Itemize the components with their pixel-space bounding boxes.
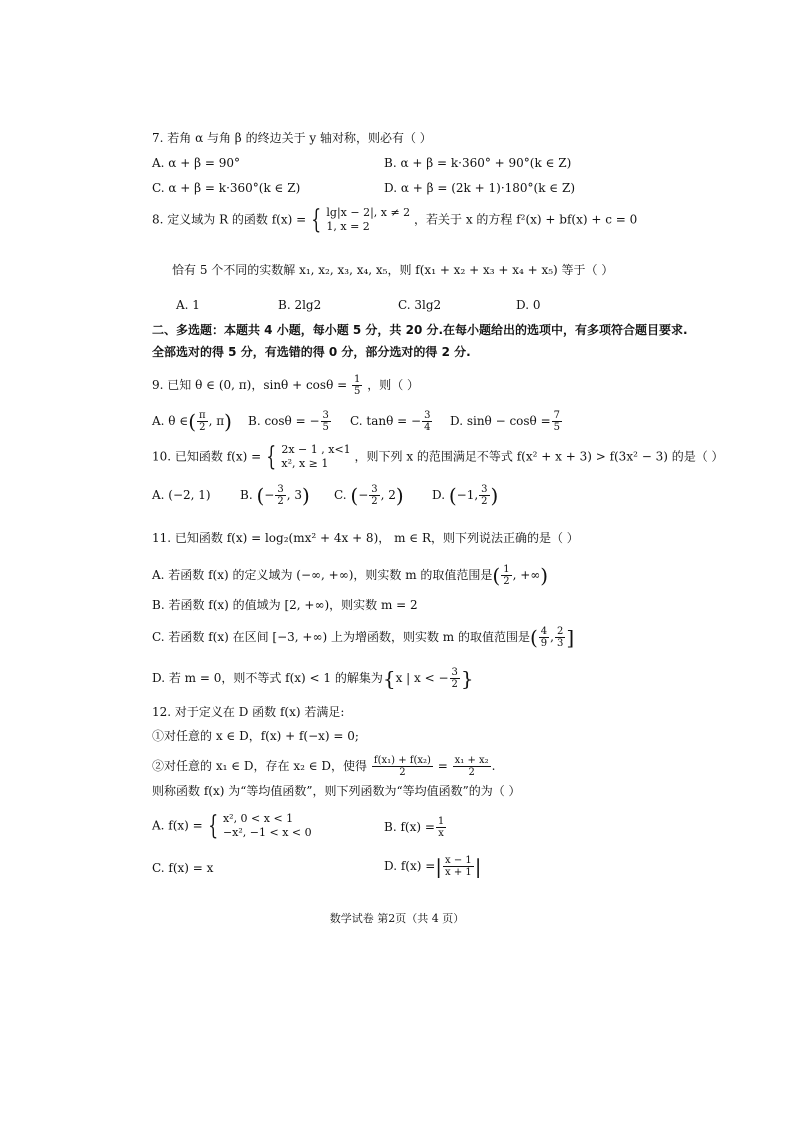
q9-option-a: A. θ ∈( $\frac{\pi}{2}$ , π)	[152, 409, 232, 434]
q8-option-a: A. 1	[176, 298, 200, 312]
q11-option-a: A. 若函数 f(x) 的定义域为 (−∞, +∞)，则实数 m 的取值范围是( $\frac{1}{2}$ , +∞)	[152, 563, 549, 588]
q12-stem: 12. 对于定义在 D 函数 f(x) 若满足:	[152, 705, 345, 719]
q10-brace: {	[266, 442, 277, 472]
q7-option-c: C. α + β = k·360°(k ∈ Z)	[152, 181, 301, 195]
q9-option-b: B. cosθ = − $\frac{3}{5}$	[248, 410, 329, 433]
q9-stem-fraction: $\frac{1}{5}$	[354, 374, 361, 397]
q7-option-d: D. α + β = (2k + 1)·180°(k ∈ Z)	[384, 181, 576, 195]
q10-lead: 10. 已知函数 f(x) =	[152, 449, 262, 464]
q12-option-b: B. f(x) = $\frac{1}{x}$	[384, 816, 445, 839]
q7-option-a: A. α + β = 90°	[152, 156, 240, 170]
q9-option-c: C. tanθ = − $\frac{3}{4}$	[350, 410, 431, 433]
q11-stem: 11. 已知函数 f(x) = log₂(mx² + 4x + 8)， m ∈ R，则下列说法正确的是（ ）	[152, 531, 579, 545]
q12-condition-1: ①对任意的 x ∈ D，f(x) + f(−x) = 0;	[152, 729, 359, 743]
section2-line2: 全部选对的得 5 分，有选错的得 0 分，部分选对的得 2 分.	[152, 345, 471, 359]
q7-stem: 7. 若角 α 与角 β 的终边关于 y 轴对称，则必有（ ）	[152, 131, 432, 145]
section2-line1: 二、多选题：本题共 4 小题，每小题 5 分，共 20 分.在每小题给出的选项中，有多项符合题目要求.	[152, 323, 688, 337]
q8-case2: 1, x = 2	[326, 220, 370, 233]
q8-piecewise	[326, 206, 410, 234]
q8-case1: lg|x − 2|, x ≠ 2	[326, 206, 411, 219]
q10-stem	[152, 443, 724, 471]
q8-option-b: B. 2lg2	[278, 298, 322, 312]
q11-option-c: C. 若函数 f(x) 在区间 [−3, +∞) 上为增函数，则实数 m 的取值范围是( $\frac{4}{9}$ , $\frac{2}{3}$ ]	[152, 625, 575, 650]
q9-stem-text: 9. 已知 θ ∈ (0, π)，sinθ + cosθ =	[152, 378, 348, 392]
q12-conclusion: 则称函数 f(x) 为“等均值函数”，则下列函数为“等均值函数”的为（ ）	[152, 784, 521, 798]
q12-option-d: D. f(x) =| $\frac{x - 1}{x + 1}$ |	[384, 854, 482, 879]
page-footer: 数学试卷 第2页（共 4 页）	[329, 912, 465, 925]
q8-tail: ，若关于 x 的方程 f²(x) + bf(x) + c = 0	[414, 212, 638, 227]
q10-option-a: A. (−2, 1)	[152, 488, 211, 502]
q8-option-d: D. 0	[516, 298, 541, 312]
q12-option-a: A. f(x) = { x², 0 < x < 1 −x², −1 < x < 0	[152, 811, 312, 841]
q10-option-c: C. (− $\frac{3}{2}$ , 2)	[334, 483, 404, 508]
q9-stem-tail: ，则（ ）	[367, 378, 420, 392]
q10-piecewise: 2x − 1 , x<1 x², x ≥ 1	[281, 443, 351, 470]
q11-option-b: B. 若函数 f(x) 的值域为 [2, +∞)，则实数 m = 2	[152, 598, 418, 612]
q8-line2: 恰有 5 个不同的实数解 x₁, x₂, x₃, x₄, x₅，则 f(x₁ + x₂ + x₃ + x₄ + x₅) 等于（ ）	[172, 263, 614, 277]
q10-tail: ，则下列 x 的范围满足不等式 f(x² + x + 3) > f(3x² − 3) 的是（ ）	[354, 449, 724, 464]
q12-condition-2: ②对任意的 x₁ ∈ D，存在 x₂ ∈ D，使得 $\frac{\text{f(x₁) + f(x₂)}}{2}$ = $\frac{\text{x₁ + x₂}}{2}$ .	[152, 755, 496, 778]
q8-lead: 8. 定义域为 R 的函数 f(x) =	[152, 212, 307, 227]
q10-option-b: B. (− $\frac{3}{2}$ , 3)	[240, 483, 310, 508]
q10-option-d: D. (−1, $\frac{3}{2}$ )	[432, 483, 499, 508]
q9-option-d: D. sinθ − cosθ = $\frac{7}{5}$	[450, 410, 561, 433]
q7-option-b: B. α + β = k·360° + 90°(k ∈ Z)	[384, 156, 572, 170]
q8-stem	[152, 206, 637, 234]
q8-option-c: C. 3lg2	[398, 298, 442, 312]
q12-option-c: C. f(x) = x	[152, 861, 214, 875]
q8-brace: {	[311, 205, 322, 235]
q9-stem	[152, 374, 419, 397]
q11-option-d: D. 若 m = 0，则不等式 f(x) < 1 的解集为{x | x < − $\frac{3}{2}$ }	[152, 666, 474, 691]
